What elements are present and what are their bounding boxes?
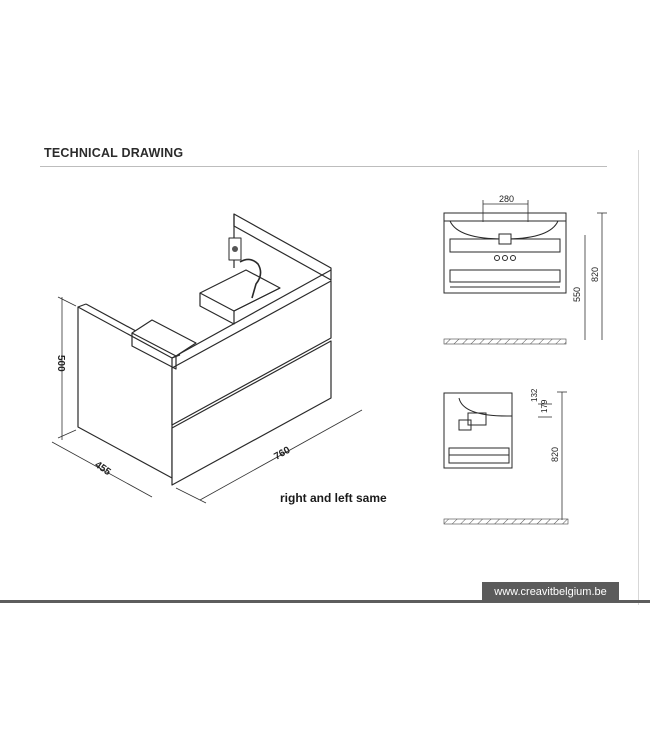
dim-total-height-label: 820 [590,266,600,282]
dim-height-label: 500 [55,355,66,372]
floor-hatch-front [444,339,566,344]
dim-side-offset-a-label: 132 [530,388,539,402]
dim-side-total-height-label: 820 [550,446,560,462]
floor-hatch-side [444,519,568,524]
cabinet-back-panel [234,214,331,280]
basin-top [444,213,566,221]
side-view [444,393,512,468]
dim-width-label: 760 [272,444,293,463]
website-badge[interactable]: www.creavitbelgium.be [482,582,619,602]
dim-tap-spacing-label: 280 [499,194,515,204]
cabinet-isometric [78,214,331,485]
dim-cabinet-height-label: 550 [572,286,582,302]
dim-depth-label: 455 [92,459,113,479]
front-view [444,213,566,293]
dim-side-offset-b-label: 179 [540,399,549,413]
drawing-caption: right and left same [280,491,387,505]
page-title: TECHNICAL DRAWING [44,146,184,160]
